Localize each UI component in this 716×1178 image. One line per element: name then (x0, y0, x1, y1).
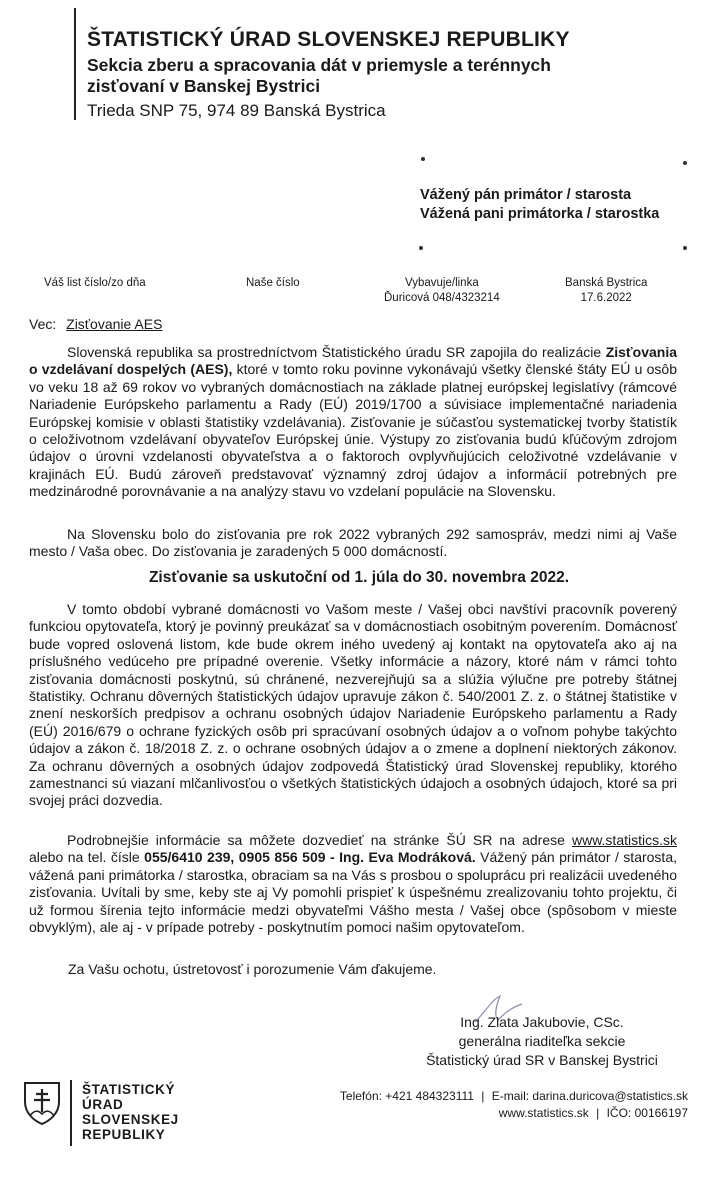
logo-line-3: SLOVENSKEJ (82, 1112, 179, 1127)
closing-thanks: Za Vašu ochotu, ústretovosť i porozumenie Vám ďakujeme. (68, 961, 437, 977)
ref-contact (384, 276, 500, 306)
footer-email[interactable]: E-mail: darina.duricova@statistics.sk (491, 1089, 688, 1103)
addressee-line-1: Vážený pán primátor / starosta (420, 187, 632, 203)
ref-our-number-label: Naše číslo (246, 277, 300, 289)
address-window-mark (683, 246, 687, 250)
paragraph-intro-text-a: Slovenská republika sa prostredníctvom Štatistického úradu SR zapojila do realizácie (67, 344, 606, 360)
organization-section-line-2: zisťovaní v Banskej Bystrici (87, 76, 321, 96)
footer-company-id: IČO: 00166197 (606, 1106, 688, 1120)
address-window-mark (419, 246, 423, 250)
paragraph-contact-text-b: alebo na tel. čísle (29, 849, 145, 866)
footer-website[interactable]: www.statistics.sk (498, 1106, 589, 1120)
logo-line-4: REPUBLIKY (82, 1127, 166, 1142)
signatory-name: Ing. Zlata Jakubovie, CSc. (460, 1014, 624, 1030)
logo-line-2: ÚRAD (82, 1097, 124, 1112)
paragraph-contact-text-d: Vážený pán primátor / starosta, vážená pani primátorka / starostka, obraciam sa na Vás s prosbou o spoluprácu pri realizácii uvedeného zisťovania. Uvítali by sme, keby ste aj Vy pomohli prispieť k úspešnému zrealizovaniu tohto projektu, či už formou šírenia tejto informácie medzi obyvateľmi Vášho mesta / Vašej obce (spôsobom v mieste obvyklým), ale aj - v prípade potreby - poskytnutím pomoci našim opytovateľom. (29, 849, 677, 936)
ref-contact-label: Vybavuje/linka (405, 277, 479, 289)
ref-contact-value: Ďuricová 048/4323214 (384, 292, 500, 304)
ref-our-number (246, 276, 300, 291)
survey-period-headline: Zisťovanie sa uskutoční od 1. júla do 30. novembra 2022. (148, 569, 570, 586)
letterhead-rule (74, 8, 76, 120)
paragraph-contact-text-a: Podrobnejšie informácie sa môžete dozvedieť na stránke ŠÚ SR na adrese (67, 832, 572, 848)
paragraph-intro (29, 344, 677, 501)
organization-address: Trieda SNP 75, 974 89 Banská Bystrica (87, 101, 386, 120)
paragraph-selection (29, 526, 677, 561)
addressee-line-2: Vážená pani primátorka / starostka (420, 206, 660, 222)
footer-contact (340, 1088, 688, 1122)
ref-your-letter-label: Váš list číslo/zo dňa (44, 277, 146, 289)
ref-place-date (565, 276, 647, 306)
addressee-block (420, 186, 659, 224)
footer-separator: | (481, 1089, 485, 1103)
footer-logo-text (82, 1082, 179, 1142)
organization-section (87, 55, 647, 97)
logo-line-1: ŠTATISTICKÝ (82, 1082, 176, 1097)
ref-date-value: 17.6.2022 (580, 292, 632, 304)
slovak-coat-of-arms-icon (22, 1080, 62, 1126)
contact-person: 055/6410 239, 0905 856 509 - Ing. Eva Modráková. (144, 849, 476, 866)
address-window-mark (683, 161, 687, 165)
signatory-organization: Štatistický úrad SR v Banskej Bystrici (426, 1052, 658, 1068)
organization-title: ŠTATISTICKÝ ÚRAD SLOVENSKEJ REPUBLIKY (87, 28, 570, 51)
paragraph-data-protection (29, 601, 677, 810)
signature-block (408, 1013, 676, 1070)
paragraph-selection-text: Na Slovensku bolo do zisťovania pre rok 2022 vybraných 292 samospráv, medzi nimi aj Vaše mesto / Vaša obec. Do zisťovania je zaradených 5 000 domácností. (29, 526, 677, 560)
logo-separator (70, 1080, 72, 1146)
footer-separator: | (596, 1106, 600, 1120)
footer-phone: Telefón: +421 484323111 (339, 1089, 474, 1103)
ref-your-letter (44, 276, 146, 291)
paragraph-contact-request (29, 832, 677, 936)
subject-text: Zisťovanie AES (66, 316, 163, 332)
subject-line (29, 316, 162, 332)
paragraph-data-protection-text: V tomto období vybrané domácnosti vo Vašom meste / Vašej obci navštívi pracovník poverený funkciou opytovateľa, ktorý je povinný preukázať sa v domácnostiach osobitným poverením. Domácnosť bude vopred oslovená listom, kde bude okrem iného uvedený aj kontakt na opytovateľa ako aj na príslušného vedúceho pre prípadné overenie. Všetky informácie a názory, ktoré nám v rámci tohto zisťovania domácnosti poskytnú, sú chránené, nezverejňujú sa a slúžia výlučne pre potreby štátnej štatistiky. Ochranu dôverných štatistických údajov upravuje zákon č. 540/2001 Z. z. o štátnej štatistike v znení neskorších predpisov a ochranu osobných údajov Nariadenie Európskeho parlamentu a Rady (EÚ) 2016/679 o ochrane fyzických osôb pri spracúvaní osobných údajov a o voľnom pohybe takýchto údajov a zákon č. 18/2018 Z. z. o ochrane osobných údajov a o zmene a doplnení niektorých zákonov. Za ochranu dôverných a osobných údajov zodpovedá Štatistický úrad Slovenskej republiky, ktorého zamestnanci sú viazaní mlčanlivosťou o všetkých štatistických údajoch a osobných údajoch, ktoré sa pri svojej práci dozvedia. (29, 601, 677, 809)
signatory-role: generálna riaditeľka sekcie (458, 1033, 626, 1049)
survey-name: Zisťovania o vzdelávaní dospelých (AES), (29, 344, 677, 378)
ref-place-label: Banská Bystrica (565, 277, 648, 289)
organization-section-line-1: Sekcia zberu a spracovania dát v priemysle a terénnych (87, 55, 551, 75)
subject-label: Vec: (29, 316, 57, 332)
statistics-website-link[interactable]: www.statistics.sk (571, 832, 677, 848)
paragraph-intro-text-c: ktoré v tomto roku povinne vykonávajú všetky členské štáty EÚ u osôb vo veku 18 až 69 rokov vo vybraných domácnostiach na základe platnej európskej legislatívy (rámcové Nariadenie Európskeho parlamentu a Rady (EÚ) 2019/1700 a súvisiace implementačné nariadenia Európskej komisie v oblasti štatistiky vzdelávania). Zisťovanie je súčasťou systematickej tvorby štatistík o celoživotnom vzdelávaní obyvateľov Európskej únie. Výstupy zo zisťovania budú kľúčovým zdrojom údajov o úrovni vzdelanosti obyvateľstva a o faktoroch ovplyvňujúcich celoživotné vzdelávanie v krajinách EÚ. Budú zároveň predstavovať významný zdroj údajov a informácií potrebných pre medzinárodné porovnávanie a na analýzy stavu vo vzdelaní populácie na Slovensku. (29, 361, 678, 500)
address-window-mark (421, 157, 425, 161)
